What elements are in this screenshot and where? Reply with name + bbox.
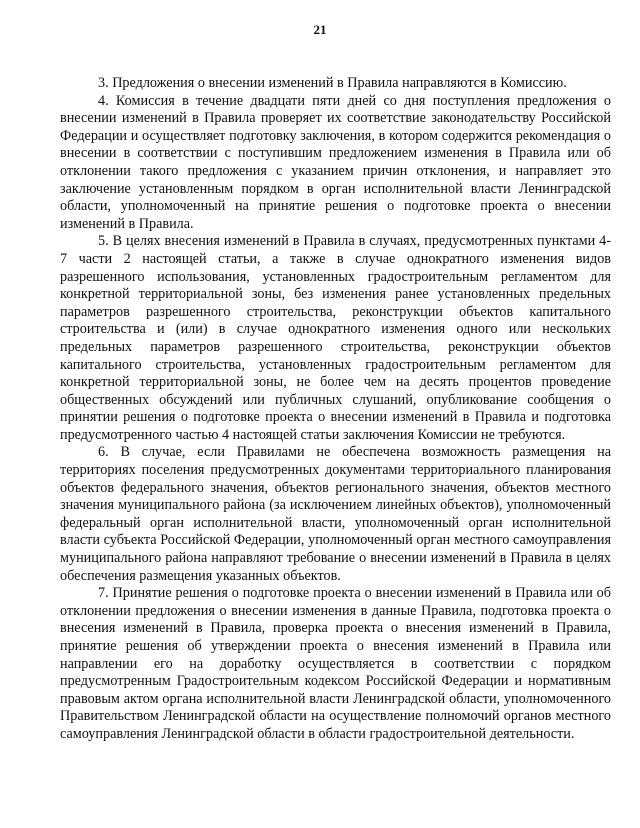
paragraph-7: 7. Принятие решения о подготовке проекта о внесении изменений в Правила или об отклонении предложения о внесении изменения в данные Правила, подготовка проекта о внесения изменений в Правила, проверка проекта о внесения изменений в Правила, принятие решения об утверждении проекта о внесения изменений в Правила или направлении его на доработку осуществляется в соответствии с порядком предусмотренным Градостроительным кодексом Российской Федерации и нормативным правовым актом органа исполнительной власти Ленинградской области, уполномоченного Правительством Ленинградской области на осуществление полномочий органов местного самоуправления Ленинградской области в области градостроительной деятельности.	[60, 585, 611, 742]
paragraph-5: 5. В целях внесения изменений в Правила в случаях, предусмотренных пунктами 4-7 части 2 настоящей статьи, а также в случае однократного изменения видов разрешенного использования, установленных градостроительным регламентом для конкретной территориальной зоны, без изменения ранее установленных предельных параметров разрешенного строительства, реконструкции объектов капитального строительства и (или) в случае однократного изменения одного или нескольких предельных параметров разрешенного строительства, реконструкции объектов капитального строительства, установленных градостроительным регламентом для конкретной территориальной зоны, не более чем на десять процентов проведение общественных обсуждений или публичных слушаний, опубликование сообщения о принятии решения о подготовке проекта о внесении изменений в Правила и подготовка предусмотренного частью 4 настоящей статьи заключения Комиссии не требуются.	[60, 233, 611, 443]
page-number: 21	[313, 22, 327, 37]
paragraph-3: 3. Предложения о внесении изменений в Правила направляются в Комиссию.	[98, 75, 567, 91]
paragraph-4: 4. Комиссия в течение двадцати пяти дней со дня поступления предложения о внесении изменений в Правила проверяет их соответствие законодательству Российской Федерации и осуществляет подготовку заключения, в котором содержится рекомендация о внесении в соответствии с поступившим предложением изменения в Правила или об отклонении такого предложения с указанием причин отклонения, и направляет это заключение установленным порядком в орган исполнительной власти Ленинградской области, уполномоченный на принятие решения о подготовке проекта о внесении изменений в Правила.	[60, 92, 611, 232]
paragraph-6: 6. В случае, если Правилами не обеспечена возможность размещения на территориях поселения предусмотренных документами территориального планирования объектов федерального значения, объектов регионального значения, объектов местного значения муниципального района (за исключением линейных объектов), уполномоченный федеральный орган исполнительной власти, уполномоченный орган исполнительной власти субъекта Российской Федерации, уполномоченный орган местного самоуправления муниципального района направляют требование о внесении изменений в Правила в целях обеспечения размещения указанных объектов.	[60, 444, 611, 584]
document-body	[60, 75, 611, 744]
